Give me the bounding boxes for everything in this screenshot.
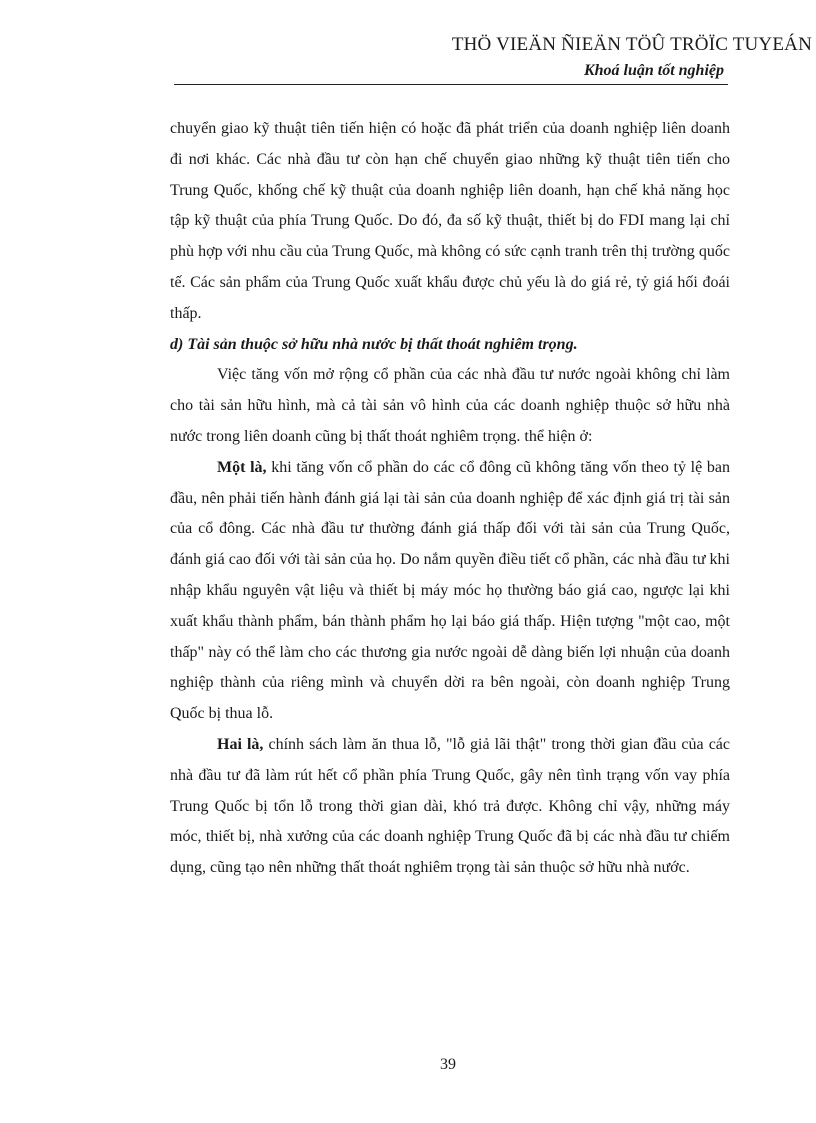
point-one-label: Một là, <box>217 458 267 476</box>
point-two-text: chính sách làm ăn thua lỗ, "lỗ giả lãi thật" trong thời gian đầu của các nhà đầu tư đã làm rút hết cổ phần phía Trung Quốc, gây nên tình trạng vốn vay phía Trung Quốc bị tổn lỗ trong thời gian dài, khó trả được. Không chỉ vậy, những máy móc, thiết bị, nhà xưởng của các doanh nghiệp Trung Quốc đã bị các nhà đầu tư chiếm dụng, cũng tạo nên những thất thoát nghiêm trọng tài sản thuộc sở hữu nhà nước. <box>170 735 730 877</box>
point-one-text: khi tăng vốn cổ phần do các cổ đông cũ không tăng vốn theo tỷ lệ ban đầu, nên phải tiến hành đánh giá lại tài sản của doanh nghiệp để xác định giá trị tài sản của cổ đông. Các nhà đầu tư thường đánh giá thấp đối với tài sản của Trung Quốc, đánh giá cao đối với tài sản của họ. Do nắm quyền điều tiết cổ phần, các nhà đầu tư khi nhập khẩu nguyên vật liệu và thiết bị máy móc họ thường báo giá cao, ngược lại khi xuất khẩu thành phẩm, bán thành phẩm họ lại báo giá thấp. Hiện tượng "một cao, một thấp" này có thể làm cho các thương gia nước ngoài dễ dàng biến lợi nhuận của doanh nghiệp thành của riêng mình và chuyển dời ra bên ngoài, còn doanh nghiệp Trung Quốc bị thua lỗ. <box>170 458 731 723</box>
header-divider <box>174 84 728 85</box>
paragraph-point-two <box>170 730 730 884</box>
page-number: 39 <box>440 1056 456 1073</box>
point-two-label: Hai là, <box>217 735 264 753</box>
paragraph-continued: chuyển giao kỹ thuật tiên tiến hiện có hoặc đã phát triển của doanh nghiệp liên doanh đi nơi khác. Các nhà đầu tư còn hạn chế chuyển giao những kỹ thuật tiên tiến cho Trung Quốc, khống chế kỹ thuật của doanh nghiệp liên doanh, hạn chế khả năng học tập kỹ thuật của phía Trung Quốc. Do đó, đa số kỹ thuật, thiết bị do FDI mang lại chỉ phù hợp với nhu cầu của Trung Quốc, mà không có sức cạnh tranh trên thị trường quốc tế. Các sản phẩm của Trung Quốc xuất khẩu được chủ yếu là do giá rẻ, tỷ giá hối đoái thấp. <box>170 120 730 322</box>
document-body <box>170 114 730 884</box>
paragraph-intro: Việc tăng vốn mở rộng cổ phần của các nhà đầu tư nước ngoài không chỉ làm cho tài sản hữu hình, mà cả tài sản vô hình của các doanh nghiệp thuộc sở hữu nhà nước trong liên doanh cũng bị thất thoát nghiêm trọng. thể hiện ở: <box>170 366 730 445</box>
header-subtitle: Khoá luận tốt nghiệp <box>583 62 724 79</box>
section-heading: d) Tài sản thuộc sở hữu nhà nước bị thất thoát nghiêm trọng. <box>170 335 578 353</box>
paragraph-point-one <box>170 453 730 730</box>
header-title: THÖ VIEÄN ÑIEÄN TÖÛ TRÖÏC TUYEÁN <box>451 34 812 55</box>
